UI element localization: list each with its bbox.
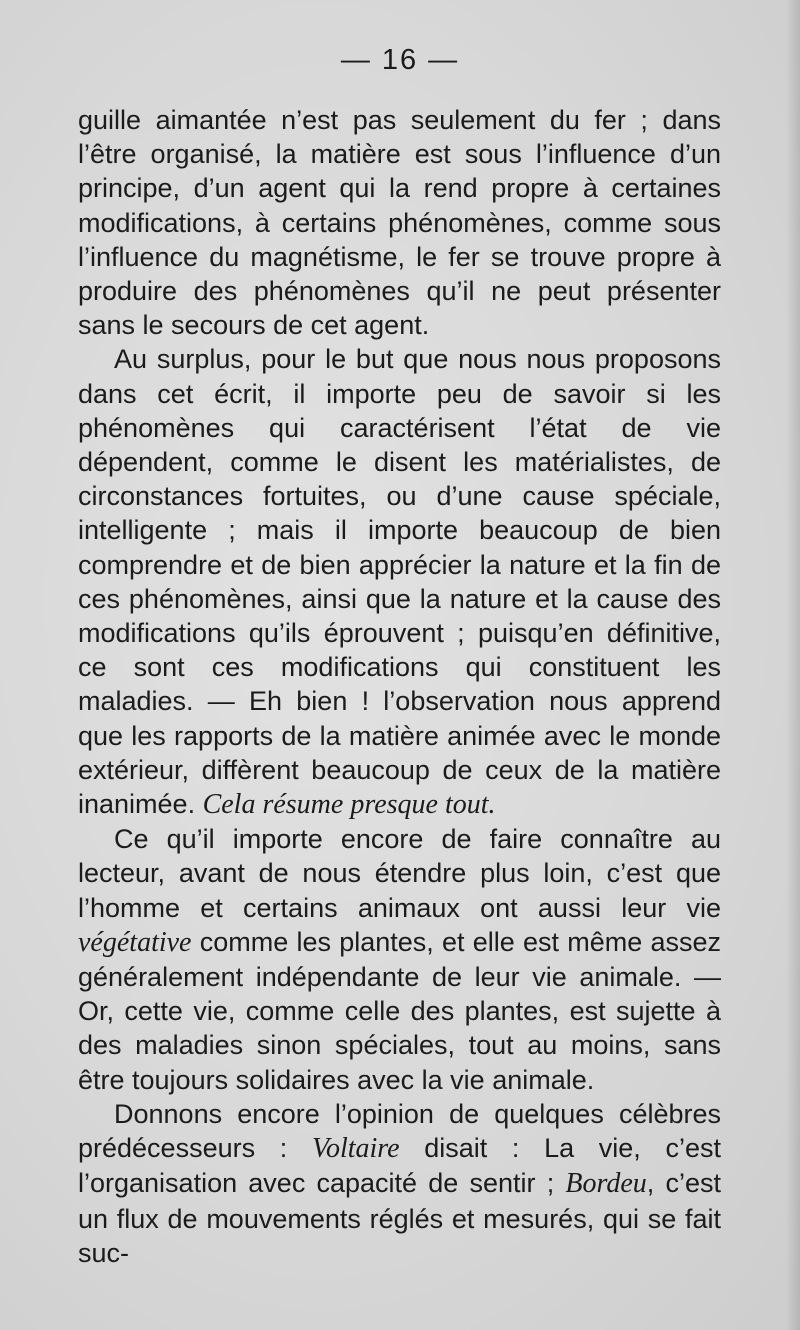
text-run: guille aimantée n’est pas seulement du fer ; dans l’être organisé, la matière est sous l’influence d’un principe, d’un agent qui la rend propre à certaines modifications, à certains phénomènes, comme sous l’influence du magnétisme, le fer se trouve propre à produire des phénomènes qu’il ne peut présenter sans le secours de cet agent. (78, 105, 721, 341)
italic-text-run: Bordeu (565, 1168, 647, 1200)
paragraph (78, 1097, 721, 1270)
body-text (78, 103, 721, 1270)
text-run: , c’est un flux de mouvements réglés et mesurés, qui se fait suc- (78, 1168, 721, 1268)
italic-text-run: Voltaire (311, 1133, 400, 1165)
page-edge-shadow (786, 0, 800, 1330)
text-run: disait : La vie, c’est l’organisation avec capacité de sentir ; (78, 1133, 721, 1199)
paragraph (78, 342, 721, 822)
paragraph (78, 822, 721, 1097)
text-run: Donnons encore l’opinion de quelques célèbres prédécesseurs : (78, 1098, 721, 1164)
italic-text-run: Cela résume presque tout. (202, 789, 496, 821)
italic-text-run: végétative (78, 926, 192, 958)
text-run: Ce qu’il importe encore de faire connaître au lecteur, avant de nous étendre plus loin, c’est que l’homme et certains animaux ont aussi leur vie (78, 824, 721, 923)
page-number: — 16 — (340, 44, 460, 76)
text-run: comme les plantes, et elle est même assez généralement indépendante de leur vie animale. — Or, cette vie, comme celle des plantes, est sujette à des maladies sinon spéciales, tout au moins, sans être toujours solidaires avec la vie animale. (78, 926, 721, 1095)
paragraph (78, 103, 721, 342)
text-run: Au surplus, pour le but que nous nous proposons dans cet écrit, il importe peu de savoir si les phénomènes qui caractérisent l’état de vie dépendent, comme le disent les matérialistes, de circonstances fortuites, ou d’une cause spéciale, intelligente ; mais il importe beaucoup de bien comprendre et de bien apprécier la nature et la fin de ces phénomènes, ainsi que la nature et la cause des modifications qu’ils éprouvent ; puisqu’en définitive, ce sont ces modifications qui constituent les maladies. — Eh bien ! l’observation nous apprend que les rapports de la matière animée avec le monde extérieur, diffèrent beaucoup de ceux de la matière inanimée. (78, 344, 721, 820)
